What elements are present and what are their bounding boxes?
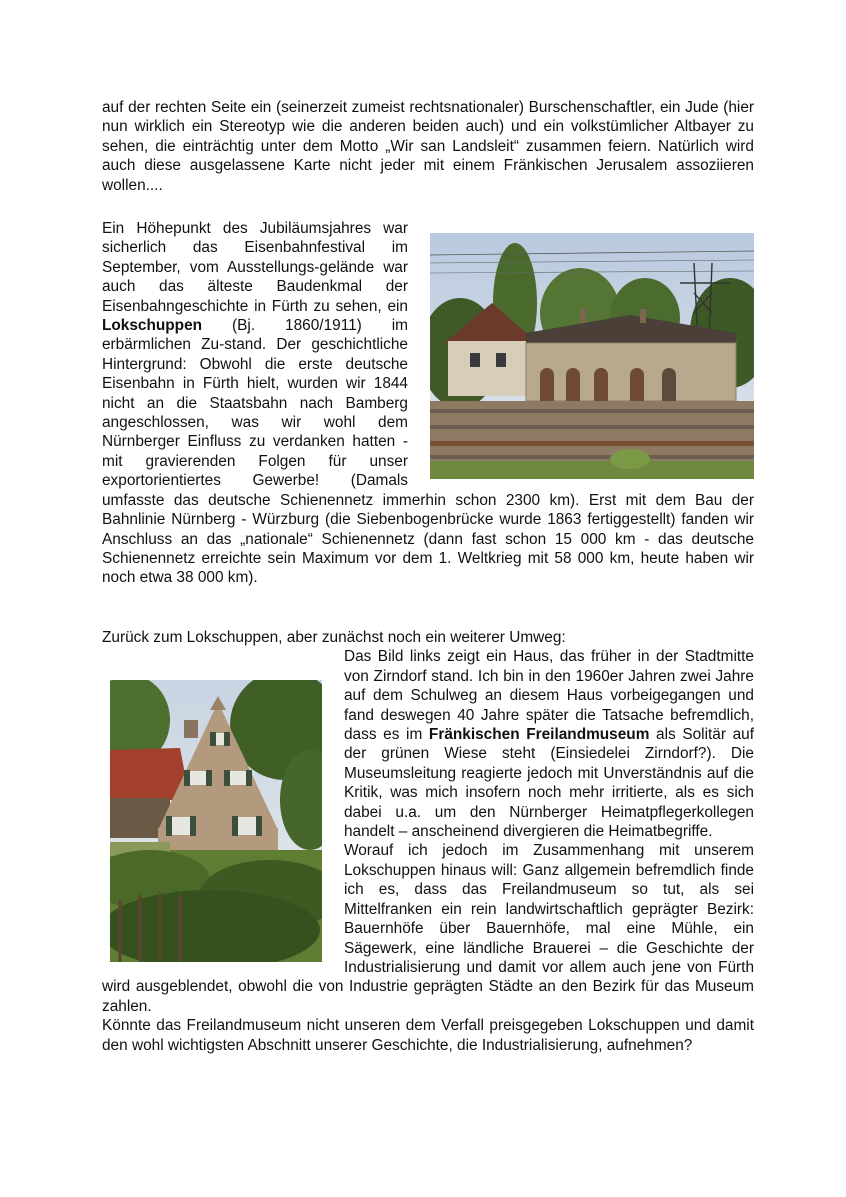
paragraph-intro: auf der rechten Seite ein (seinerzeit zumeist rechtsnationaler) Burschenschaftler, ein Jude (hier nun wirklich ein Stereotyp wie die anderen beiden auch) und ein volkstümlicher Altbayer zu sehen, die einträchtig unter dem Motto „Wir san Landsleit“ zusammen feiern. Natürlich wird auch diese ausgelassene Karte nicht jeder mit einem Fränkischen Jerusalem assoziieren wollen.... [102,99,754,194]
lokschuppen-term: Lokschuppen [102,317,203,335]
paragraph-question: Könnte das Freilandmuseum nicht unseren dem Verfall preisgegeben Lokschuppen und damit den wohl wichtigsten Abschnitt unserer Geschichte, die Industrialisierung, aufnehmen? [102,1017,754,1054]
lokschuppen-illustration [430,233,754,479]
paragraph-industrialisierung: Worauf ich jedoch im Zusammenhang mit unserem Lokschuppen hinaus will: Ganz allgemein befremdlich finde ich es, dass das Freilandmuseum so tut, als sei Mittelfranken ein rein landwirtschaftlich geprägter Bezirk: Bauernhöfe über Bauernhöfe, mal eine Mühle, ein Sägewerk, eine ländliche Brauerei – die Geschichte der Industrialisierung und damit vor allem auch jene von Fürth wird ausgeblendet, obwohl die von Industrie geprägten Städte an den Bezirk für das Museum zahlen. [102,842,754,1015]
paragraph-umweg-intro: Zurück zum Lokschuppen, aber zunächst noch ein weiterer Umweg: [102,629,566,646]
paragraph-zirndorf-part1: Das Bild links zeigt ein Haus, das früher in der Stadtmitte von Zirndorf stand. Ich bin in den 1960er Jahren zwei Jahre auf dem Schulweg an diesem Haus vorbeigegangen und fand deswegen 40 Jahre später die Tatsache befremdlich, dass es im [344,648,754,744]
freilandmuseum-term: Fränkischen Freilandmuseum [428,726,650,744]
paragraph-lokschuppen-part2: (Bj. 1860/1911) im erbärmlichen Zu-stand. Der geschichtliche Hintergrund: Obwohl die erste deutsche Eisenbahn in Fürth hielt, wurden wir 1844 nicht an die Staatsbahn nach Bamberg angeschlossen, was wir wohl dem Nürnberger Einfluss zu verdanken hatten - mit gravierenden Folgen für unser exportorientiertes Gewerbe! (Damals umfasste das deutsche Schienennetz immerhin schon 2300 km). Erst mit dem Bau der Bahnlinie Nürnberg - Würzburg (die Siebenbogenbrücke wurde 1863 fertiggestellt) fanden wir Anschluss an das „nationale“ Schienennetz (dann fast schon 15 000 km - das deutsche Schienennetz erreichte sein Maximum vor dem 1. Weltkrieg mit 58 000 km, heute haben wir noch etwa 38 000 km). [102,317,754,587]
zirndorf-house-illustration [110,680,322,962]
section-freilandmuseum [102,628,754,1055]
lokschuppen-photo [430,233,754,479]
paragraph-lokschuppen-part1: Ein Höhepunkt des Jubiläumsjahres war sicherlich das Eisenbahnfestival im September, vom Ausstellungs-gelände war auch das älteste Baudenkmal der Eisenbahngeschichte in Fürth zu sehen, ein [102,220,408,315]
section-lokschuppen [102,219,754,588]
paragraph-zirndorf-part2: als Solitär auf der grünen Wiese steht (Einsiedelei Zirndorf?). Die Museumsleitung reagierte jedoch mit Unverständnis auf die Kritik, was mich insofern noch mehr irritierte, als es sich dabei u.a. um den Nürnberger Heimatpflegerkollegen handelt – anscheinend divergieren die Heimatbegriffe. [344,726,754,841]
zirndorf-house-photo [110,680,322,962]
